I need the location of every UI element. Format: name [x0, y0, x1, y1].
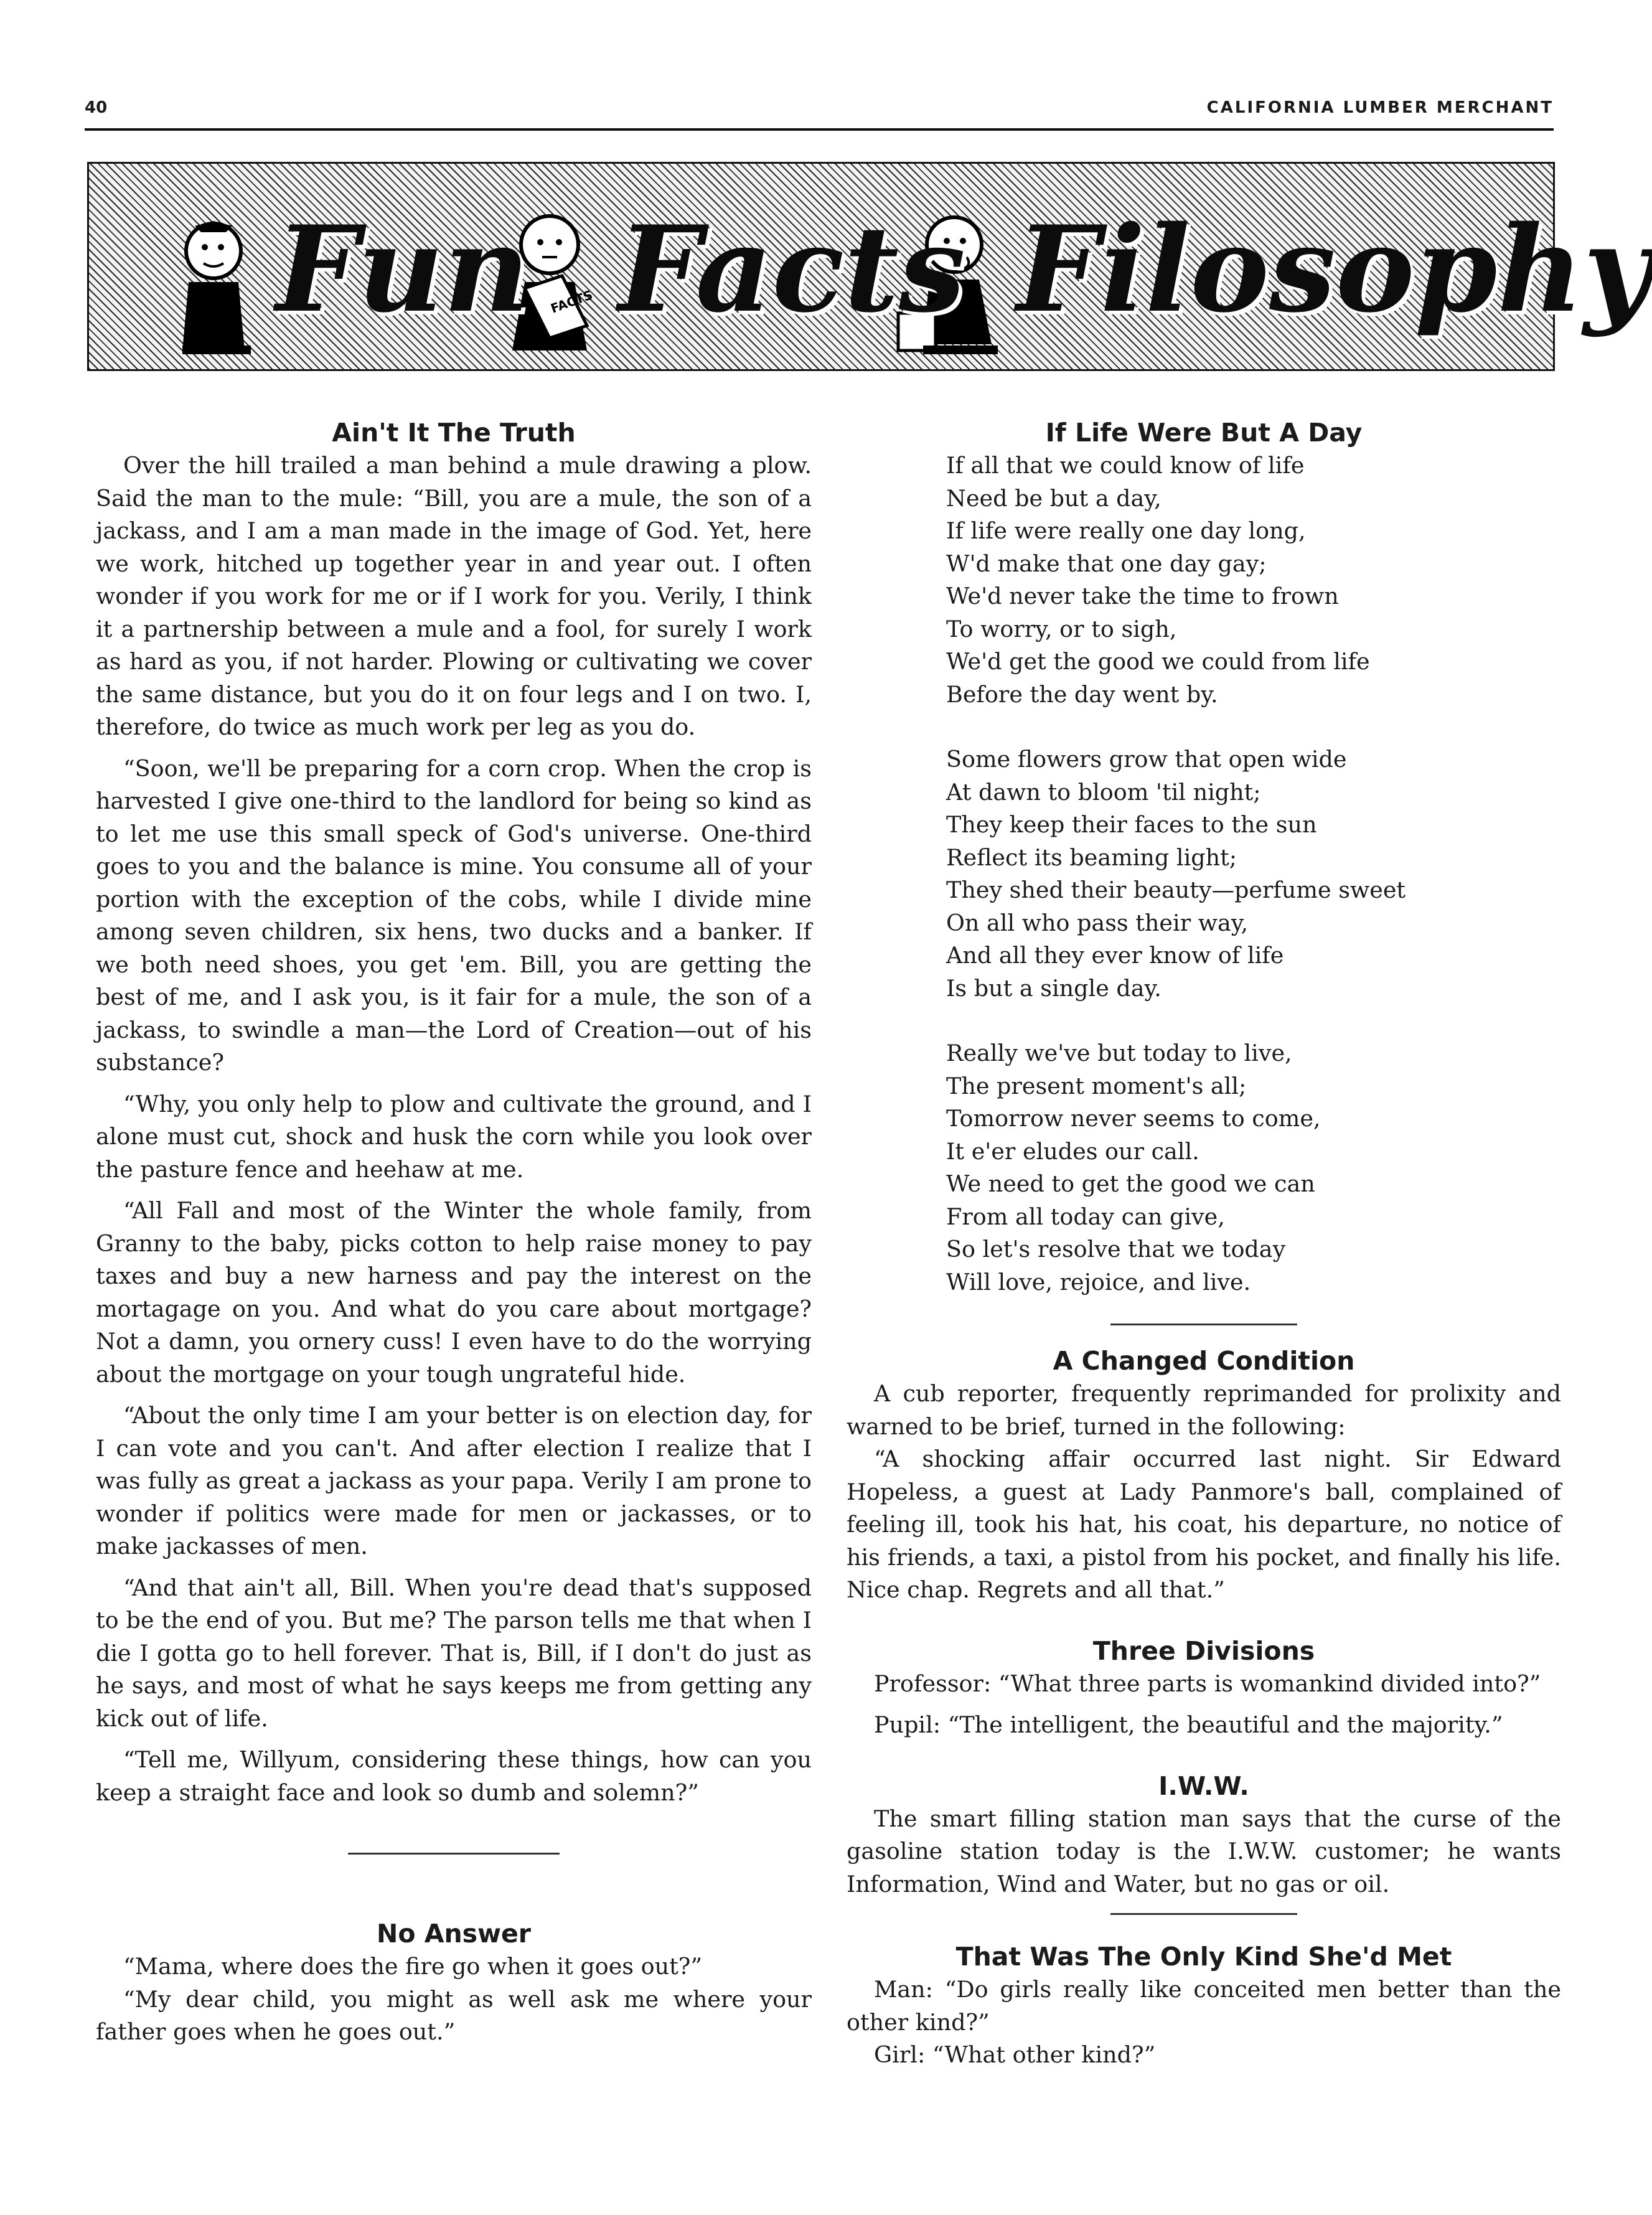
article-title: Three Divisions [1092, 1635, 1315, 1666]
magazine-title: CALIFORNIA LUMBER MERCHANT [1206, 98, 1554, 117]
article-paragraph: “A shocking affair occurred last night. Sir Edward Hopeless, a guest at Lady Panmore's ball, complained of feeling ill, took his hat, his coat, his departure, no notice of his friends, a taxi, a pistol from his pocket, and finally his life. Nice chap. Regrets and all that.” [847, 1446, 1561, 1603]
poem-line: Before the day went by. [946, 680, 1218, 708]
poem-line: Reflect its beaming light; [946, 844, 1237, 871]
banner-word-facts: Facts [618, 200, 966, 339]
poem-line: If all that we could know of life [946, 452, 1305, 479]
poem-line: It e'er eludes our call. [946, 1137, 1199, 1165]
banner-title [89, 164, 1652, 369]
article-paragraph: Girl: “What other kind?” [874, 2041, 1156, 2068]
poem-line: To worry, or to sigh, [946, 615, 1177, 642]
article-title: No Answer [377, 1919, 531, 1949]
poem-line: They shed their beauty—perfume sweet [946, 877, 1406, 903]
poem-line: Really we've but today to live, [946, 1040, 1292, 1066]
poem-line: At dawn to bloom 'til night; [946, 778, 1261, 806]
poem-line: And all they ever know of life [946, 942, 1284, 969]
poem-line: We'd never take the time to frown [946, 583, 1339, 609]
article-paragraph: “And that ain't all, Bill. When you're dead that's supposed to be the end of you. But me? The parson tells me that when I die I gotta go to hell forever. That is, Bill, if I don't do just as he says, and most of what he says keeps me from getting any kick out of life. [96, 1574, 812, 1732]
section-divider [1110, 1913, 1297, 1915]
article-paragraph: Man: “Do girls really like conceited men better than the other kind?” [847, 1976, 1561, 2036]
poem-line: We need to get the good we can [946, 1170, 1315, 1197]
poem-stanza [946, 1037, 1561, 1299]
article-paragraph: “About the only time I am your better is on election day, for I can vote and you can't. And after election I realize that I was fully as great a jackass as your papa. Verily I am prone to wonder if politics were made for men or jackasses, or to make jackasses of men. [96, 1402, 812, 1559]
banner-word-filosophy: Filosophy [1016, 200, 1652, 339]
article-title: That Was The Only Kind She'd Met [955, 1942, 1452, 1972]
poem-line: So let's resolve that we today [946, 1236, 1286, 1263]
article-paragraph: Pupil: “The intelligent, the beautiful and the majority.” [874, 1711, 1503, 1738]
left-column [96, 416, 812, 2049]
article-paragraph: “My dear child, you might as well ask me where your father goes when he goes out.” [96, 1985, 812, 2045]
banner-word-fun: Fun [276, 200, 530, 339]
article-title: If Life Were But A Day [1045, 418, 1363, 448]
poem-line: Will love, rejoice, and live. [946, 1268, 1251, 1296]
section-banner [87, 162, 1652, 371]
poem-line: Need be but a day, [946, 484, 1162, 512]
poem-line: If life were really one day long, [946, 517, 1306, 544]
poem-line: The present moment's all; [946, 1072, 1247, 1099]
poem-line: On all who pass their way, [946, 909, 1249, 936]
poem-stanza [946, 743, 1561, 1005]
poem-line: W'd make that one day gay; [946, 550, 1267, 577]
article-paragraph: “Tell me, Willyum, considering these things, how can you keep a straight face and look so dumb and solemn?” [96, 1746, 812, 1806]
article-paragraph: The smart filling station man says that the curse of the gasoline station today is the I.W.W. customer; he wants Information, Wind and Water, but no gas or oil. [847, 1805, 1561, 1898]
poem-stanza [946, 449, 1561, 711]
poem-line: Is but a single day. [946, 974, 1162, 1002]
poem-line: Some flowers grow that open wide [946, 746, 1347, 773]
poem-line: Tomorrow never seems to come, [946, 1105, 1321, 1132]
article-paragraph: “Why, you only help to plow and cultivate the ground, and I alone must cut, shock and husk the corn while you look over the pasture fence and heehaw at me. [96, 1090, 812, 1183]
article-title: A Changed Condition [1053, 1346, 1355, 1376]
article-title: I.W.W. [1158, 1771, 1249, 1801]
book-label: FACTS [548, 287, 595, 316]
poem-line: They keep their faces to the sun [946, 811, 1317, 838]
poem-line: From all today can give, [946, 1203, 1225, 1230]
article-title: Ain't It The Truth [332, 418, 576, 448]
article-paragraph: Over the hill trailed a man behind a mule drawing a plow. Said the man to the mule: “Bill, you are a mule, the son of a jackass, and I am a man made in the image of God. Yet, here we work, hitched up together year in and year out. I often wonder if you work for me or if I work for you. Verily, I think it a partnership between a mule and a fool, for surely I work as hard as you, if not harder. Plowing or cultivating we cover the same distance, but you do it on four legs and I on two. I, therefore, do twice as much work per leg as you do. [96, 452, 812, 740]
article-paragraph: “All Fall and most of the Winter the whole family, from Granny to the baby, picks cotton to help raise money to pay taxes and buy a new harness and pay the interest on the mortagage on you. And what do you care about mortgage? Not a damn, you ornery cuss! I even have to do the worrying about the mortgage on your tough ungrateful hide. [96, 1197, 812, 1388]
section-divider [348, 1853, 560, 1855]
article-paragraph: Professor: “What three parts is womankind divided into?” [874, 1670, 1541, 1697]
article-paragraph: “Soon, we'll be preparing for a corn crop. When the crop is harvested I give one-third to the landlord for being so kind as to let me use this small speck of God's universe. One-third goes to you and the balance is mine. You consume all of your portion with the exception of the cobs, while I divide mine among seven children, six hens, two ducks and a banker. If we both need shoes, you get 'em. Bill, you are getting the best of me, and I ask you, is it fair for a mule, the son of a jackass, to swindle a man—the Lord of Creation—out of his substance? [96, 755, 812, 1076]
article-paragraph: A cub reporter, frequently reprimanded for prolixity and warned to be brief, turned in the following: [847, 1380, 1561, 1440]
header-rule [85, 128, 1554, 131]
poem-line: We'd get the good we could from life [946, 648, 1370, 675]
right-column [847, 416, 1561, 2072]
page-header [85, 92, 1554, 127]
page-number: 40 [85, 98, 108, 117]
section-divider [1110, 1324, 1297, 1325]
article-paragraph: “Mama, where does the fire go when it goes out?” [123, 1953, 703, 1980]
